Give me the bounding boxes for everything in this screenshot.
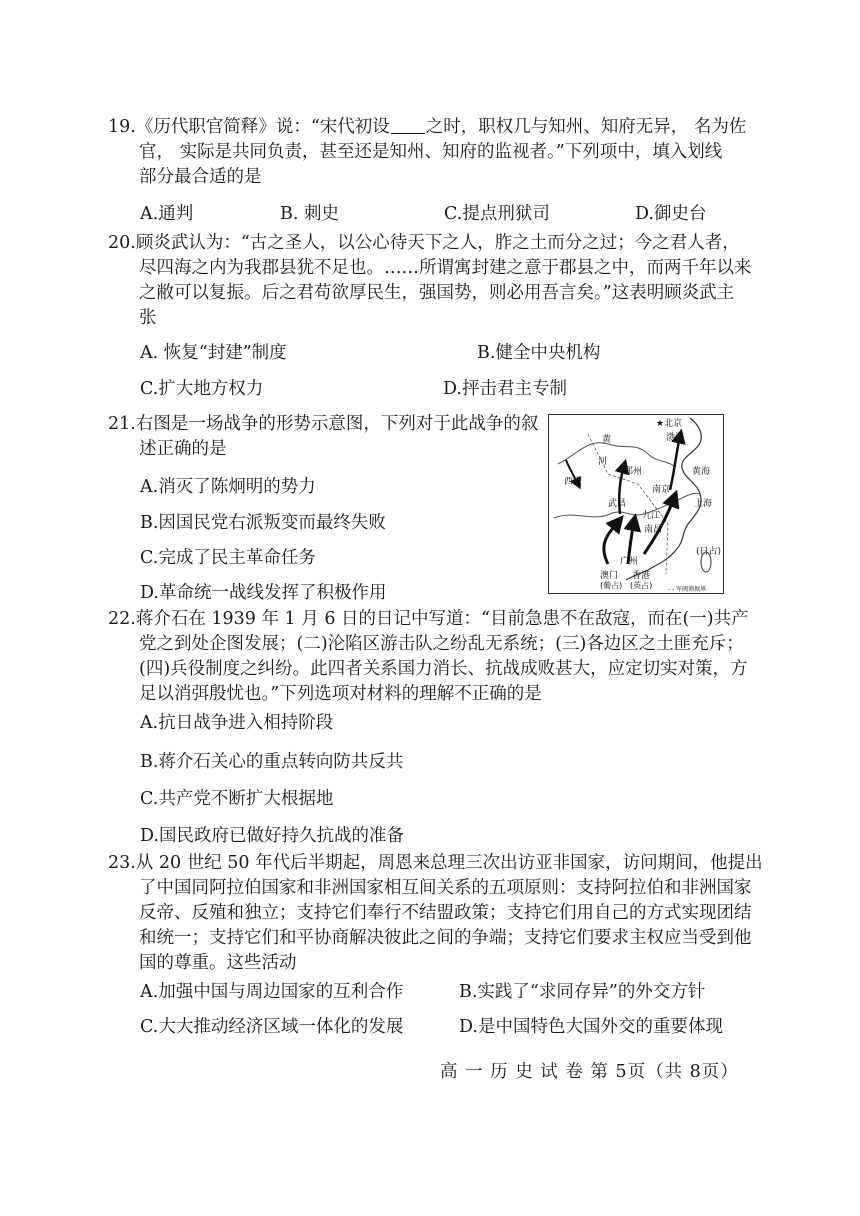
- label-nanchang: 南昌: [644, 525, 663, 535]
- label-beijing: ★北京: [656, 419, 683, 429]
- q23-line4: 和统一；支持它们和平协商解决彼此之间的争端；支持它们要求主权应当受到他: [139, 928, 752, 948]
- q22-option-c: C.共产党不断扩大根据地: [140, 789, 334, 809]
- q19-option-c: C.提点刑狱司: [444, 204, 550, 224]
- q21-option-a: A.消灭了陈炯明的势力: [140, 477, 316, 497]
- q23-option-a: A.加强中国与周边国家的互利合作: [140, 982, 404, 1002]
- label-he: 河: [598, 457, 608, 467]
- label-wuchang: 武昌: [608, 499, 627, 509]
- q22-line1: 22.蒋介石在 1939 年 1 月 6 日的日记中写道：“目前急患不在敌寇，而在(一)共产: [108, 609, 749, 629]
- q21-option-d: D.革命统一战线发挥了积极作用: [140, 583, 387, 603]
- q20-option-d: D.抨击君主专制: [443, 379, 567, 399]
- q22-line3: (四)兵役制度之纠纷。此四者关系国力消长、抗战成败甚大，应定切实对策，方: [139, 659, 748, 679]
- q19-line2: 官， 实际是共同负责，甚至还是知州、知府的监视者。”下列项中，填入划线: [139, 142, 723, 162]
- label-shanghai: 上海: [694, 499, 713, 509]
- q19-line3: 部分最合适的是: [139, 167, 262, 187]
- q23-line3: 反帝、反殖和独立；支持它们奉行不结盟政策；支持它们用自己的方式实现团结: [139, 903, 752, 923]
- q22-option-a: A.抗日战争进入相持阶段: [140, 713, 334, 733]
- q23-option-d: D.是中国特色大国外交的重要体现: [459, 1017, 723, 1037]
- q20-line2: 尽四海之内为我郡县犹不足也。……所谓寓封建之意于郡县之中，而两千年以来: [139, 258, 752, 278]
- q20-line4: 张: [139, 308, 157, 328]
- q19-option-a: A.通判: [140, 204, 194, 224]
- label-british-occupied: (英占): [630, 581, 653, 590]
- fill-blank: [391, 117, 425, 134]
- label-hongkong: 香港: [632, 571, 651, 581]
- q21-option-b: B.因国民党右派叛变而最终失败: [140, 513, 386, 533]
- page-footer: 高 一 历 史 试 卷 第 5页（共 8页）: [440, 1062, 739, 1082]
- q21-option-c: C.完成了民主革命任务: [140, 548, 316, 568]
- q20-line3: 之敝可以复振。后之君苟欲厚民生，强国势，则必用吾言矣。”这表明顾炎武主: [139, 283, 735, 303]
- label-xian: 西安: [564, 477, 583, 487]
- q19-option-d: D.御史台: [635, 204, 707, 224]
- q22-line4: 足以消弭殷忧也。”下列选项对材料的理解不正确的是: [139, 684, 542, 704]
- q23-line1: 23.从 20 世纪 50 年代后半期起，周恩来总理三次出访亚非国家，访问期间，他提出: [108, 853, 763, 873]
- q20-option-c: C.扩大地方权力: [140, 379, 264, 399]
- q22-option-b: B.蒋介石关心的重点转向防共反共: [140, 752, 404, 772]
- q20-line1: 20.顾炎武认为：“古之圣人，以公心待天下之人，胙之土而分之过；今之君人者，: [108, 233, 740, 253]
- label-huang: 黄: [602, 435, 612, 445]
- q19-option-b: B. 刺史: [280, 204, 339, 224]
- label-jiujiang: 九江: [642, 511, 661, 521]
- label-bohai: 渤海: [666, 433, 685, 443]
- label-japan-occupied: (日占): [696, 547, 722, 557]
- label-zhengzhou: 郑州: [624, 467, 643, 477]
- northern-expedition-map: [548, 414, 724, 594]
- q19-line1: 19.《历代职官简释》说：“宋代初设 之时，职权几与知州、知府无异， 名为佐: [108, 117, 747, 137]
- label-portuguese-occupied: (葡占): [600, 581, 623, 590]
- q20-option-b: B.健全中央机构: [477, 343, 601, 363]
- q23-line2: 了中国同阿拉伯国家和非洲国家相互间关系的五项原则：支持阿拉伯和非洲国家: [139, 878, 752, 898]
- q23-line5: 国的尊重。这些活动: [139, 953, 297, 973]
- q22-line2: 党之到处企图发展；(二)沦陷区游击队之纷乱无系统；(三)各边区之土匪充斥；: [139, 634, 744, 654]
- map-legend: - - 军阀割据界: [668, 586, 707, 593]
- q21-line2: 述正确的是: [139, 439, 227, 459]
- label-huanghai: 黄海: [692, 467, 711, 477]
- label-nanjing: 南京: [652, 485, 671, 495]
- q20-option-a: A. 恢复“封建”制度: [140, 343, 287, 363]
- q23-option-c: C.大大推动经济区域一体化的发展: [140, 1017, 404, 1037]
- label-macau: 澳门: [600, 571, 619, 581]
- label-guangzhou: 广州: [620, 557, 639, 567]
- q22-option-d: D.国民政府已做好持久抗战的准备: [140, 826, 404, 846]
- q21-line1: 21.右图是一场战争的形势示意图，下列对于此战争的叙: [108, 414, 539, 434]
- q23-option-b: B.实践了“求同存异”的外交方针: [459, 982, 706, 1002]
